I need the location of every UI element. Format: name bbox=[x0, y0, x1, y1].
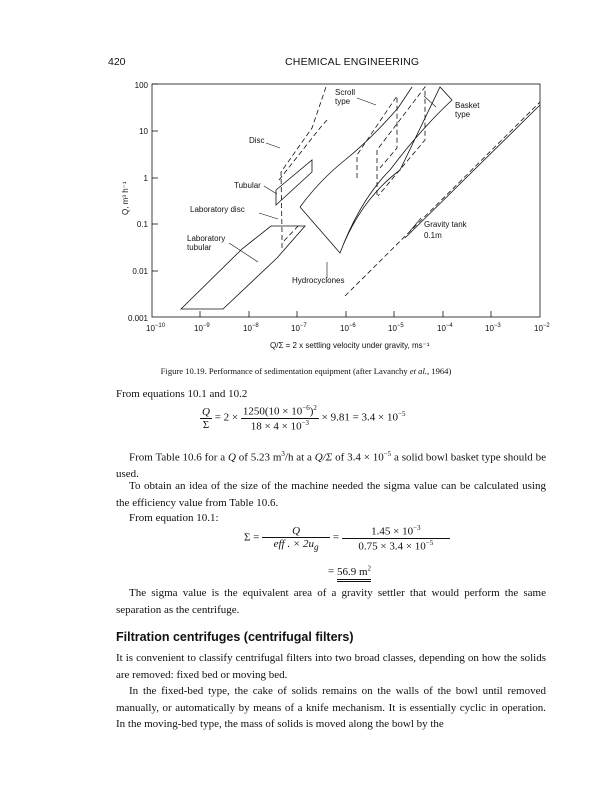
p2e: a solid bowl basket type should be used. bbox=[116, 451, 546, 481]
eq2-res-val: 56.9 m bbox=[336, 565, 368, 578]
label-basket: Basket bbox=[455, 101, 480, 110]
gravity-tank-dashed bbox=[345, 102, 540, 296]
y-tick-0.1: 0.1 bbox=[136, 220, 148, 229]
x-tick-labels bbox=[146, 323, 550, 333]
eq2-den-sub: g bbox=[314, 541, 319, 552]
p2-qs: Q/Σ bbox=[314, 451, 333, 464]
scroll-region bbox=[357, 96, 397, 178]
p2a: From Table 10.6 for a bbox=[129, 451, 228, 464]
eq1-lhs-den: Σ bbox=[202, 418, 210, 431]
label-scroll-2: type bbox=[335, 97, 351, 106]
eq2-den-text: eff . × 2u bbox=[273, 537, 315, 550]
eq1-rhs-sup: −5 bbox=[398, 410, 406, 419]
y-axis-label: Q, m³ h⁻¹ bbox=[121, 181, 130, 215]
equation-1 bbox=[200, 404, 405, 432]
para-fixed-bed: In the fixed-bed type, the cake of solids remains on the walls of the bowl until removed manually, or automatically by means of a knife mechanism. It is essentially cyclic in operation. In the moving-bed type, the mass of solids is moved along the bowl by the bbox=[116, 685, 546, 730]
eq1-den-text: 18 × 4 × 10 bbox=[250, 420, 302, 433]
label-hydrocyclones: Hydrocyclones bbox=[292, 276, 345, 285]
eq2-den2-sup: −5 bbox=[425, 538, 434, 547]
caption-text: Figure 10.19. Performance of sedimentation equipment (after Lavanchy bbox=[160, 366, 410, 376]
x-axis-label: Q/Σ = 2 x settling velocity under gravity, ms⁻¹ bbox=[270, 341, 430, 350]
label-scroll: Scroll bbox=[335, 88, 356, 97]
label-lab-tubular: Laboratory bbox=[187, 234, 226, 243]
figure-caption bbox=[0, 366, 612, 376]
eq1-num-sup: −6 bbox=[302, 404, 310, 412]
eq2-den2-text: 0.75 × 3.4 × 10 bbox=[358, 540, 426, 553]
caption-italic: et al. bbox=[409, 366, 427, 376]
eq2-result-value bbox=[337, 566, 371, 582]
eq2-num: Q bbox=[262, 525, 330, 538]
p2c: /h at a bbox=[284, 451, 315, 464]
eq2-res: = bbox=[328, 565, 337, 578]
para-classify: It is convenient to classify centrifugal filters into two broad classes, depending on how the solids are removed: fixed bed or moving bed. bbox=[116, 652, 546, 681]
label-lab-tubular-2: tubular bbox=[187, 243, 212, 252]
x-tick-label: $10^{-6}$ bbox=[340, 323, 356, 333]
eq1-mid: = 2 × bbox=[214, 411, 239, 424]
y-tick-0.001: 0.001 bbox=[127, 314, 148, 323]
p2-q: Q bbox=[228, 451, 236, 464]
disc-region-left bbox=[281, 84, 327, 248]
x-tick-label: $10^{-5}$ bbox=[388, 323, 404, 333]
eq2-eq: = bbox=[332, 531, 340, 544]
eq2-lhs: Σ = bbox=[244, 531, 260, 544]
caption-end: , 1964) bbox=[426, 366, 452, 376]
eq2-num2-text: 1.45 × 10 bbox=[371, 525, 414, 538]
para-sigma-size: To obtain an idea of the size of the machine needed the sigma value can be calculated using the efficiency value from Table 10.6. bbox=[116, 480, 546, 509]
section-heading: Filtration centrifuges (centrifugal filters) bbox=[116, 630, 354, 644]
label-basket-2: type bbox=[455, 110, 471, 119]
disc-region-lower bbox=[279, 120, 327, 180]
disc-region-bottom bbox=[284, 224, 300, 241]
y-tick-1: 1 bbox=[143, 174, 148, 183]
plot-frame bbox=[152, 84, 540, 317]
eq2-num2-sup: −3 bbox=[413, 524, 421, 532]
x-tick-label: $10^{-3}$ bbox=[485, 323, 501, 333]
p2d: of 3.4 × 10 bbox=[332, 451, 384, 464]
eq1-lhs-num: Q bbox=[202, 405, 210, 418]
para-sigma-value: The sigma value is the equivalent area of a gravity settler that would perform the same separation as the centrifuge. bbox=[116, 587, 546, 616]
eq2-num2 bbox=[342, 524, 450, 539]
y-tick-100: 100 bbox=[134, 81, 148, 90]
performance-figure bbox=[0, 0, 612, 360]
x-ticks bbox=[200, 311, 491, 317]
label-tubular: Tubular bbox=[234, 181, 261, 190]
x-tick-label: $10^{-10}$ bbox=[146, 323, 166, 333]
y-tick-0.01: 0.01 bbox=[132, 267, 148, 276]
label-gravity-tank: Gravity tank bbox=[424, 220, 467, 229]
eq1-num-text: 1250(10 × 10 bbox=[242, 405, 303, 418]
para-eq-10-1: From equation 10.1: bbox=[129, 512, 219, 524]
p2b: of 5.23 m bbox=[235, 451, 282, 464]
equation-2-result bbox=[328, 564, 371, 578]
eq1-num-sup2: 2 bbox=[313, 404, 317, 412]
x-tick-label: $10^{-2}$ bbox=[534, 323, 550, 333]
eq1-den bbox=[241, 419, 319, 433]
label-gravity-tank-2: 0.1m bbox=[424, 231, 442, 240]
para-equations: From equations 10.1 and 10.2 bbox=[116, 388, 248, 400]
x-tick-label: $10^{-4}$ bbox=[437, 323, 453, 333]
eq1-rhs: × 9.81 = 3.4 × 10 bbox=[321, 411, 398, 424]
y-tick-10: 10 bbox=[139, 127, 148, 136]
x-tick-label: $10^{-9}$ bbox=[194, 323, 210, 333]
label-disc: Disc bbox=[249, 136, 265, 145]
p2-sup2: −5 bbox=[383, 450, 392, 458]
eq2-den bbox=[262, 538, 330, 552]
x-tick-label: $10^{-7}$ bbox=[291, 323, 307, 333]
p2-sup1: 3 bbox=[281, 450, 285, 458]
eq2-den2 bbox=[342, 539, 450, 553]
x-tick-label: $10^{-8}$ bbox=[243, 323, 259, 333]
label-lab-disc: Laboratory disc bbox=[190, 205, 245, 214]
running-head: CHEMICAL ENGINEERING bbox=[285, 56, 420, 68]
page-number: 420 bbox=[108, 56, 126, 68]
eq2-res-sup: 2 bbox=[367, 564, 372, 572]
equation-2 bbox=[244, 524, 450, 552]
eq1-den-sup: −3 bbox=[301, 418, 310, 427]
eq1-num: $1250(10 \times 10^{-6})^2$ bbox=[242, 404, 317, 418]
y-ticks bbox=[152, 84, 158, 271]
hydrocyclones-upper bbox=[300, 87, 412, 207]
